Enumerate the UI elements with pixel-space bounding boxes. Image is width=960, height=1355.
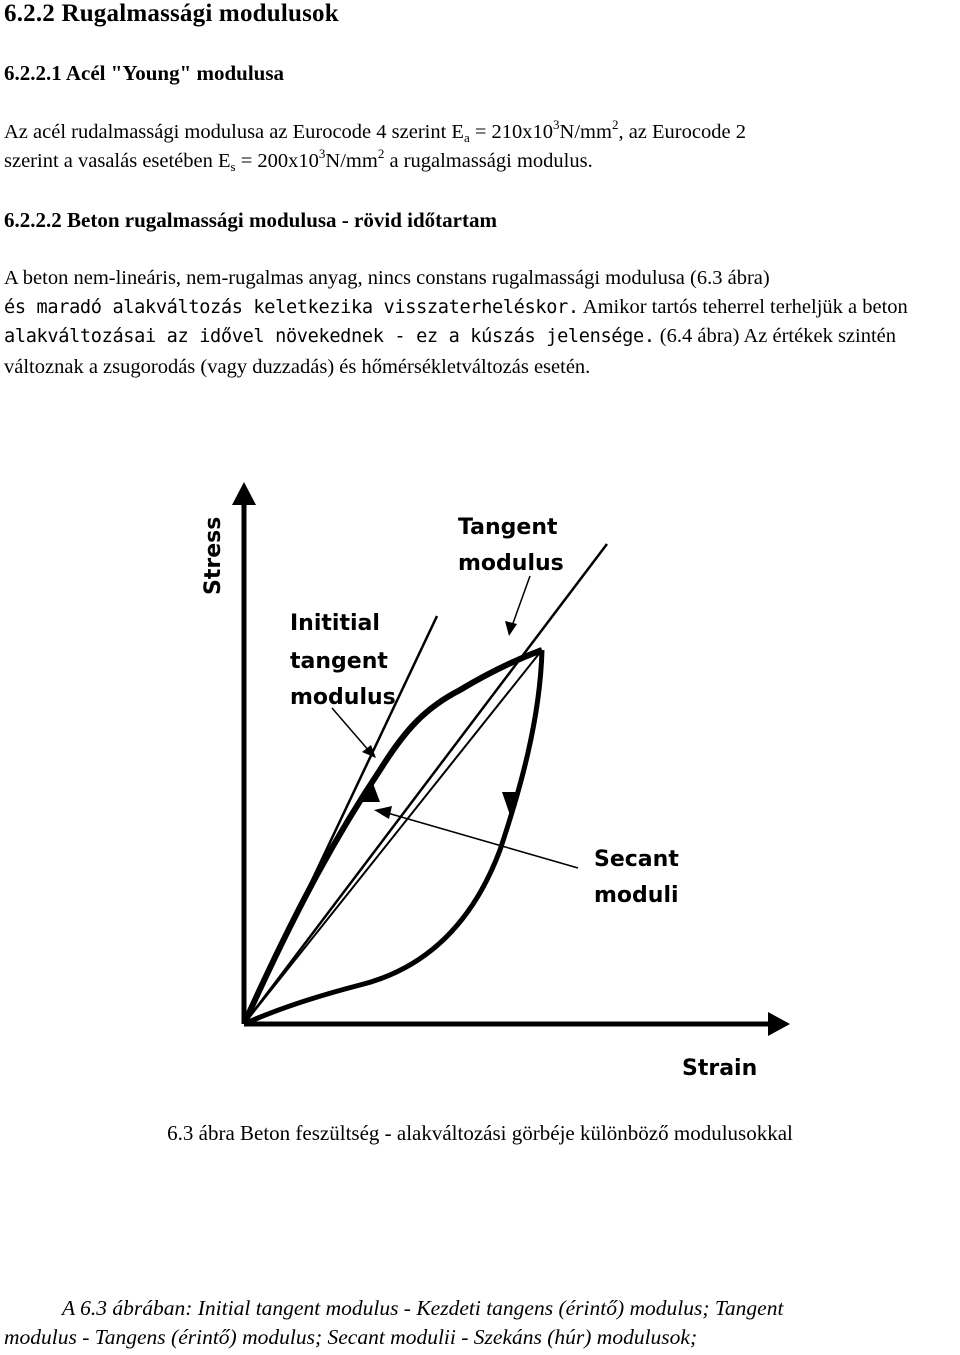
tangent-label-line-2: modulus [458,551,564,576]
y-axis-arrow-icon [232,482,256,505]
concrete-line-3: alakváltozásai az idővel növekednek - ez a kúszás jelensége. (6.4 ábra) Az értékek szintén [4,325,897,347]
concrete-line-1: A beton nem-lineáris, nem-rugalmas anyag, nincs constans rugalmassági modulusa (6.3 ábra) [4,267,770,289]
unloading-arrow-icon [502,792,520,818]
initial-pointer-line [332,708,370,752]
figure-caption: 6.3 ábra Beton feszültség - alakváltozási görbéje különböző modulusokkal [167,1121,793,1145]
steel-paragraph-line-1: Az acél rudalmassági modulusa az Eurocode 4 szerint $E_a = 210x10^3N/mm^2$, az Eurocode 2 [4,117,746,145]
secant-label-line-1: Secant [594,847,679,872]
secant-pointer-line [384,812,578,868]
tangent-label-line-1: Tangent [458,515,558,540]
initial-label-line-2: tangent [290,649,388,674]
x-axis-label: Strain [682,1056,758,1081]
note-line-2: modulus - Tangens (érintő) modulus; Secant modulii - Szekáns (húr) modulusok; [4,1325,698,1349]
concrete-line-2: és maradó alakváltozás keletkezika visszaterheléskor. Amikor tartós teherrel terheljük a beton [4,296,908,318]
tangent-pointer-line [512,576,530,626]
steel-heading: 6.2.2.1 Acél "Young" modulusa [4,61,285,85]
section-heading: 6.2.2 Rugalmassági modulusok [4,0,339,27]
concrete-line-4: változnak a zsugorodás (vagy duzzadás) és hőmérsékletváltozás esetén. [4,356,591,378]
initial-label-line-3: modulus [290,685,396,710]
secant-pointer-arrow-icon [374,806,392,819]
concrete-heading: 6.2.2.2 Beton rugalmassági modulusa - rövid időtartam [4,208,497,232]
secant-label-line-2: moduli [594,883,679,908]
initial-label-line-1: Inititial [290,611,380,636]
x-axis-arrow-icon [768,1012,790,1036]
y-axis-label: Stress [201,516,226,595]
note-line-1: A 6.3 ábrában: Initial tangent modulus - Kezdeti tangens (érintő) modulus; Tangent [62,1296,784,1320]
steel-paragraph-line-2: szerint a vasalás esetében $E_s = 200x10^3N/mm^2$ a rugalmassági modulus. [4,146,593,174]
tangent-pointer-arrow-icon [505,621,517,636]
